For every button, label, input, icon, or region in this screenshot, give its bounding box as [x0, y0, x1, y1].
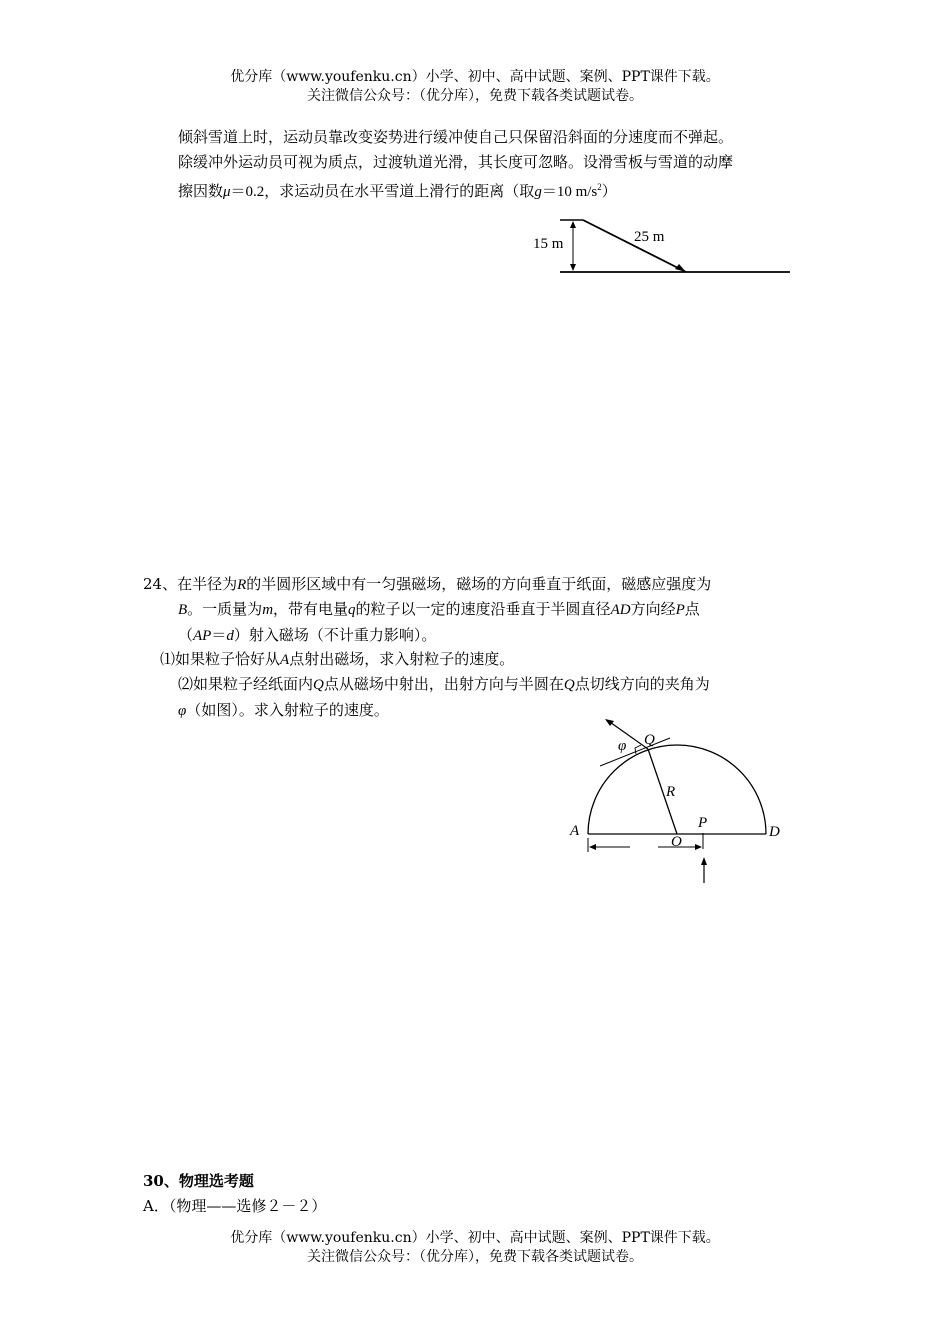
superscript: 2: [597, 182, 602, 192]
page-header: [0, 68, 950, 106]
var-A: A: [280, 652, 290, 668]
subquestion-number: ⑵: [178, 675, 194, 693]
q24-line-3: [178, 623, 700, 649]
question-number: 24、: [143, 575, 178, 593]
q24-text: （如图）。求入射粒子的速度。: [186, 701, 389, 719]
label-R: R: [666, 784, 676, 800]
label-O: O: [671, 834, 682, 850]
q24-text: 如果粒子恰好从: [175, 650, 281, 668]
q24-text: ，带有电量: [273, 600, 349, 618]
header-line-1: 优分库（www.youfenku.cn）小学、初中、高中试题、案例、PPT课件下载。: [230, 69, 720, 85]
semicircle-arc: [588, 745, 766, 834]
exit-arrow-head: [605, 719, 614, 726]
var-q: q: [348, 602, 356, 618]
q24-subquestion-1: [160, 647, 514, 673]
q24-text: 方向经: [630, 600, 676, 618]
q23-line-1: 倾斜雪道上时，运动员靠改变姿势进行缓冲使自己只保留沿斜面的分速度而不弹起。: [178, 128, 734, 146]
var-B: B: [178, 602, 188, 618]
q24-text: 点射出磁场，求入射粒子的速度。: [289, 650, 515, 668]
footer-line-2: 关注微信公众号：（优分库），免费下载各类试题试卷。: [307, 1249, 643, 1265]
q24-text: ＝: [211, 626, 227, 644]
footer-line-1: 优分库（www.youfenku.cn）小学、初中、高中试题、案例、PPT课件下载。: [230, 1230, 720, 1246]
q24-text: 。一质量为: [187, 600, 263, 618]
var-R: R: [237, 577, 247, 593]
subquestion-number: ⑴: [160, 650, 176, 668]
q24-text: 如果粒子经纸面内: [193, 675, 314, 693]
q24-text: 点从磁场中射出，出射方向与半圆在: [323, 675, 564, 693]
var-mu: μ: [223, 184, 231, 200]
question-30-subheading: A．（物理——选修２－２）: [143, 1197, 327, 1215]
var-Q: Q: [313, 677, 324, 693]
q24-sub2-line-1: [178, 672, 710, 698]
slope-arrow-head: [675, 264, 686, 272]
q23-text: ＝10 m/s: [541, 184, 598, 200]
incident-arrow-head: [701, 857, 707, 865]
header-line-2: 关注微信公众号：（优分库），免费下载各类试题试卷。: [307, 88, 643, 104]
q24-text: 的半圆形区域中有一匀强磁场，磁场的方向垂直于纸面，磁感应强度为: [246, 575, 712, 593]
semicircle-figure: [560, 715, 795, 890]
q24-text: 的粒子以一定的速度沿垂直于半圆直径: [355, 600, 611, 618]
q24-text: 点: [684, 600, 700, 618]
slope-length-label: 25 m: [634, 229, 665, 245]
question-30-heading: 30、物理选考题: [143, 1172, 254, 1190]
var-g: g: [534, 184, 542, 200]
label-D: D: [769, 824, 780, 840]
var-AD: AD: [610, 602, 631, 618]
tangent-line: [600, 738, 670, 766]
height-arrow-down: [570, 264, 576, 271]
var-Q: Q: [563, 677, 575, 693]
q24-line-2: [178, 597, 700, 623]
question-23-text: [178, 125, 733, 205]
question-24-line-1: [143, 572, 711, 598]
q23-line-3: [178, 175, 733, 205]
q23-line-2: 除缓冲外运动员可视为质点，过渡轨道光滑，其长度可忽略。设滑雪板与雪道的动摩: [178, 153, 734, 171]
q24-text: （: [178, 626, 194, 644]
var-phi: φ: [178, 703, 187, 719]
var-P: P: [675, 602, 685, 618]
height-arrow-up: [570, 221, 576, 228]
q23-text: ）: [601, 182, 617, 200]
q24-text: 在半径为: [177, 575, 238, 593]
label-P: P: [698, 815, 708, 831]
q24-text: ）射入磁场（不计重力影响）。: [233, 626, 437, 644]
question-24-body: [178, 597, 700, 649]
var-AP: AP: [193, 628, 212, 644]
page-footer: [0, 1229, 950, 1267]
q23-text: ＝0.2，求运动员在水平雪道上滑行的距离（取: [230, 184, 535, 200]
label-phi: φ: [618, 738, 627, 754]
height-label: 15 m: [533, 236, 564, 252]
label-A: A: [570, 823, 580, 839]
slope-figure: [525, 210, 800, 282]
dimension-arrow-left: [589, 844, 596, 850]
var-m: m: [262, 602, 274, 618]
slope-line: [583, 220, 686, 272]
q24-text: 点切线方向的夹角为: [574, 675, 710, 693]
exit-velocity-line: [607, 720, 648, 749]
q23-text: 擦因数: [178, 182, 224, 200]
label-Q: Q: [644, 732, 655, 748]
dimension-arrow-right: [695, 844, 702, 850]
var-d: d: [226, 628, 234, 644]
